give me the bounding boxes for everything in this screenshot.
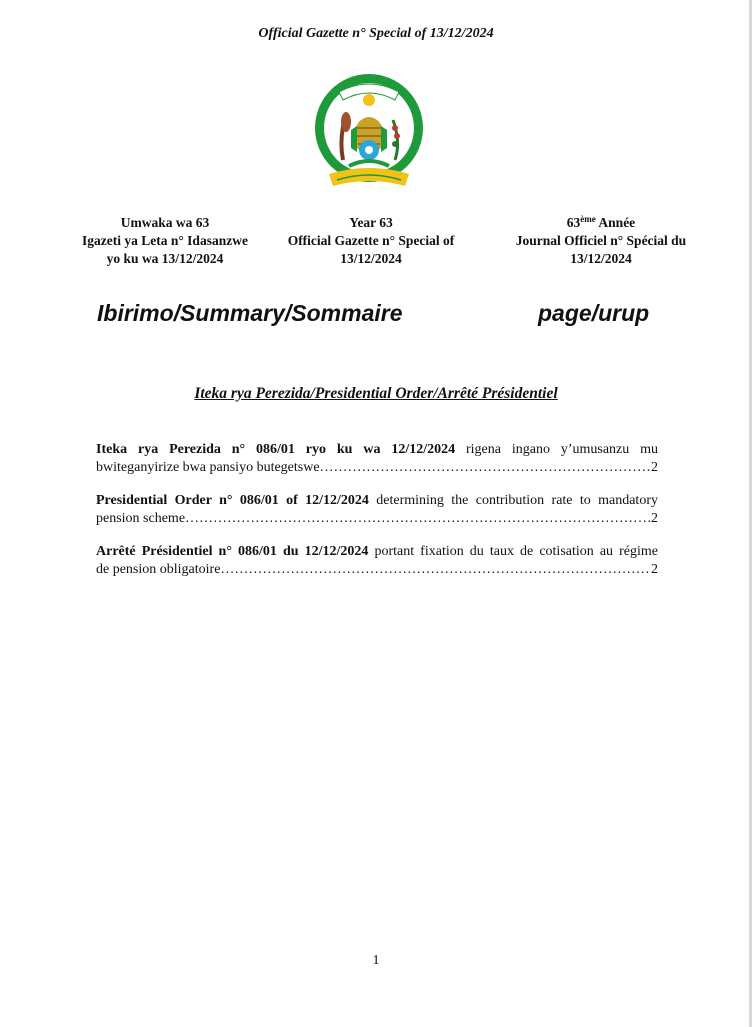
toc-page-number: 2 [651, 562, 658, 577]
toc-page-number: 2 [651, 460, 658, 475]
page-column-label: page/urup [538, 300, 650, 326]
toc-entry-continuation: de pension obligatoire [96, 562, 221, 577]
summary-title: Ibirimo/Summary/Sommaire [97, 300, 403, 326]
toc-entry[interactable] [96, 543, 658, 579]
toc-entry-continuation: pension scheme [96, 511, 186, 526]
english-gazette: Official Gazette n° Special of [287, 233, 455, 248]
french-gazette: Journal Officiel n° Spécial du [515, 233, 687, 248]
french-year: 63ème Année [566, 214, 636, 230]
english-date: 13/12/2024 [340, 251, 402, 266]
rwanda-coat-of-arms-icon [309, 70, 429, 198]
footer-page-number: 1 [372, 953, 380, 968]
french-column [498, 214, 704, 268]
toc-entry-title: Iteka rya Perezida n° 086/01 ryo ku wa 12/12/2024 rigena ingano y’umusanzu mu [96, 442, 659, 457]
toc-entry[interactable] [96, 492, 658, 528]
toc-entry-title: Arrêté Présidentiel n° 086/01 du 12/12/2024 portant fixation du taux de cotisation au régime [96, 544, 658, 559]
kinyarwanda-date: yo ku wa 13/12/2024 [106, 251, 224, 266]
kinyarwanda-year: Umwaka wa 63 [120, 215, 210, 230]
kinyarwanda-gazette: Igazeti ya Leta n° Idasanzwe [82, 233, 248, 248]
toc-entry-title: Presidential Order n° 086/01 of 12/12/2024 determining the contribution rate to mandatory [96, 493, 658, 508]
toc-leader-dots [185, 510, 651, 528]
english-year: Year 63 [349, 215, 393, 230]
toc-entry[interactable] [96, 441, 658, 477]
french-date: 13/12/2024 [570, 251, 632, 266]
section-title: Iteka rya Perezida/Presidential Order/Arrêté Présidentiel [194, 385, 558, 402]
kinyarwanda-column [52, 214, 278, 268]
gazette-header: Official Gazette n° Special of 13/12/2024 [258, 26, 494, 41]
toc-page-number: 2 [651, 511, 658, 526]
toc-leader-dots [220, 561, 651, 579]
toc-entry-continuation: bwiteganyirize bwa pansiyo butegetswe [96, 460, 320, 475]
english-column [267, 214, 475, 268]
toc-leader-dots [320, 459, 651, 477]
